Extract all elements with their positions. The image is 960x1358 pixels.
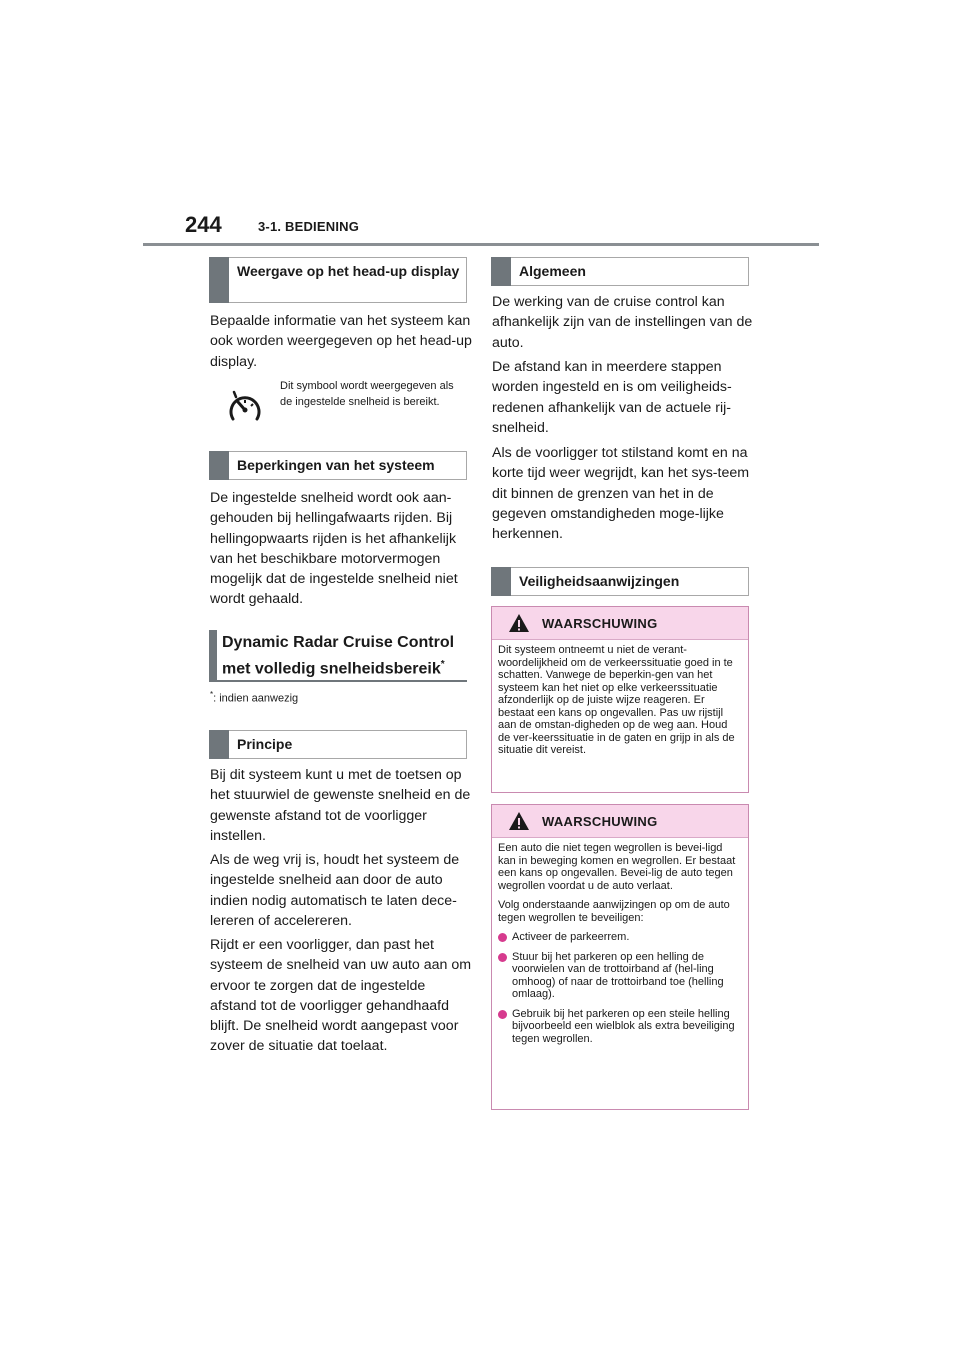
para-general-2: De afstand kan in meerdere stappen worden ingesteld en is om veiligheids-redenen afhankelijk van de actuele rij-snelheid. <box>492 359 732 436</box>
big-heading-mark: * <box>440 659 445 670</box>
warning-label-1: WAARSCHUWING <box>542 616 658 631</box>
heading-safety <box>491 567 749 596</box>
para-principle-2: Als de weg vrij is, houdt het systeem de ingestelde snelheid aan door de auto indien nodig automatisch te laten dece-lereren of accelereren. <box>210 852 460 929</box>
para-hud: Bepaalde informatie van het systeem kan ook worden weergegeven op het head-up display. <box>210 313 472 370</box>
heading-safety-label: Veiligheidsaanwijzingen <box>519 573 680 589</box>
footnote-text: : indien aanwezig <box>213 692 299 705</box>
warning-body-2 <box>492 838 748 1058</box>
warning-box-2 <box>491 804 749 1110</box>
page-number: 244 <box>185 212 222 237</box>
heading-hud <box>209 257 467 303</box>
big-heading-label <box>209 630 467 686</box>
warning-box-1 <box>491 606 749 793</box>
para-principle-3: Rijdt er een voorligger, dan past het systeem de snelheid van uw auto aan om ervoor te zorgen dat de ingestelde afstand tot de voorligger gehandhaafd blijft. De snelheid wordt aangepast voor zover de situatie dat toelaat. <box>210 937 472 1055</box>
para-principle-1: Bij dit systeem kunt u met de toetsen op het stuurwiel de gewenste snelheid en de gewenste afstand tot de voorligger instellen. <box>210 767 471 844</box>
heading-hud-label: Weergave op het head-up display <box>237 263 460 279</box>
warning-text-2b: Volg onderstaande aanwijzingen op om de auto tegen wegrollen te beveiligen: <box>498 899 730 924</box>
list-item: Stuur bij het parkeren op een helling de voorwielen van de trottoirband af (hel-ling omhoog) of naar de trottoirband toe (helling omlaag). <box>498 951 742 1001</box>
heading-principle <box>209 730 467 759</box>
para-general-3: Als de voorligger tot stilstand komt en na korte tijd weer wegrijdt, kan het sys-teem dit binnen de grenzen van het in de gegeven omstandigheden moge-lijke herkennen. <box>492 445 750 543</box>
warning-triangle-icon <box>508 811 530 831</box>
heading-limits-label: Beperkingen van het systeem <box>237 457 435 473</box>
section-title: 3-1. BEDIENING <box>258 219 360 234</box>
big-heading <box>209 630 467 682</box>
heading-general <box>491 257 749 286</box>
big-heading-text: Dynamic Radar Cruise Control met volledig snelheidsbereik <box>222 634 455 678</box>
warning-header-2 <box>492 805 748 838</box>
footnote <box>210 690 298 705</box>
header-rule <box>143 243 819 246</box>
warning-text-2a: Een auto die niet tegen wegrollen is bevei-ligd kan in beweging komen en wegrollen. Er bestaat een kans op ongevallen. Bevei-lig de auto tegen wegrollen voordat u de auto verlaat. <box>498 842 736 892</box>
heading-principle-label: Principe <box>237 736 293 752</box>
warning-header-1 <box>492 607 748 640</box>
speedometer-icon <box>225 388 265 428</box>
warning-triangle-icon <box>508 613 530 633</box>
heading-general-label: Algemeen <box>519 263 586 279</box>
warning-text-1: Dit systeem ontneemt u niet de verant-woordelijkheid om de verkeerssituatie goed in te schatten. Vanwege de beperkin-gen van het systeem kan het niet op elke verkeerssituatie afzonderlijk op de juiste wijze reageren. Er bestaat een kans op ongevallen. Pas uw rijstijl aan de omstan-digheden op de weg aan. Houd de ver-keerssituatie in de gaten en grijp in als de situatie dit vereist. <box>498 644 735 756</box>
footnote-mark: * <box>210 690 214 699</box>
para-general-1: De werking van de cruise control kan afhankelijk zijn van de instellingen van de auto. <box>492 294 753 351</box>
warning-label-2: WAARSCHUWING <box>542 814 658 829</box>
para-limits: De ingestelde snelheid wordt ook aan-gehouden bij hellingafwaarts rijden. Bij hellingopwaarts rijden is het afhankelijk van het beschikbare motorvermogen mogelijk dat de ingestelde snelheid niet wordt gehaald. <box>210 490 458 608</box>
list-item: Activeer de parkeerrem. <box>498 931 742 944</box>
symbol-note: Dit symbool wordt weergegeven als de ingestelde snelheid is bereikt. <box>280 380 454 408</box>
warning-body-1 <box>492 640 748 770</box>
list-item: Gebruik bij het parkeren op een steile helling bijvoorbeeld een wielblok als extra beveiliging tegen wegrollen. <box>498 1008 742 1046</box>
heading-limits <box>209 451 467 480</box>
